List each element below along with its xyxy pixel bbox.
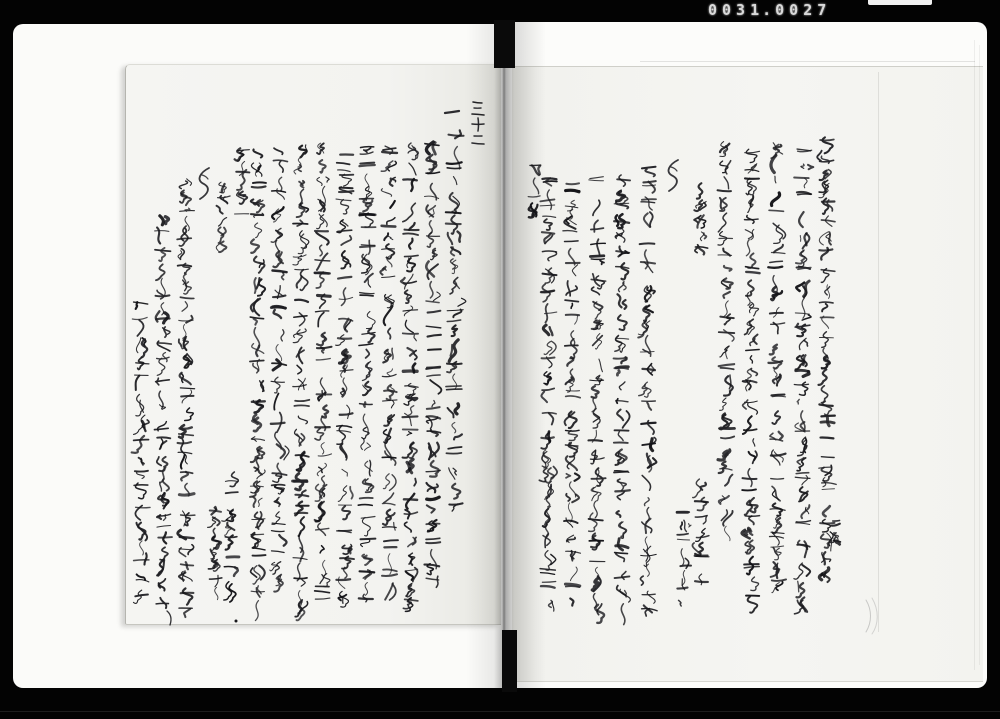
page-edge-line-right-2 xyxy=(979,45,980,665)
film-frame-line xyxy=(0,711,1000,712)
page-edge-line-top xyxy=(640,61,975,62)
left-page xyxy=(125,64,501,625)
binding-cloth-top xyxy=(494,20,515,68)
frame-counter-separator: . xyxy=(762,1,772,19)
binding-cloth-bottom xyxy=(502,630,517,692)
right-page xyxy=(512,66,983,682)
gutter-crease xyxy=(503,66,505,632)
frame-counter xyxy=(708,1,831,19)
film-edge-mark xyxy=(868,0,932,5)
page-curl-edge xyxy=(878,72,879,632)
frame-counter-left: 0031 xyxy=(708,1,765,19)
frame-counter-right: 0027 xyxy=(775,1,832,19)
page-edge-line-right-1 xyxy=(974,40,975,670)
